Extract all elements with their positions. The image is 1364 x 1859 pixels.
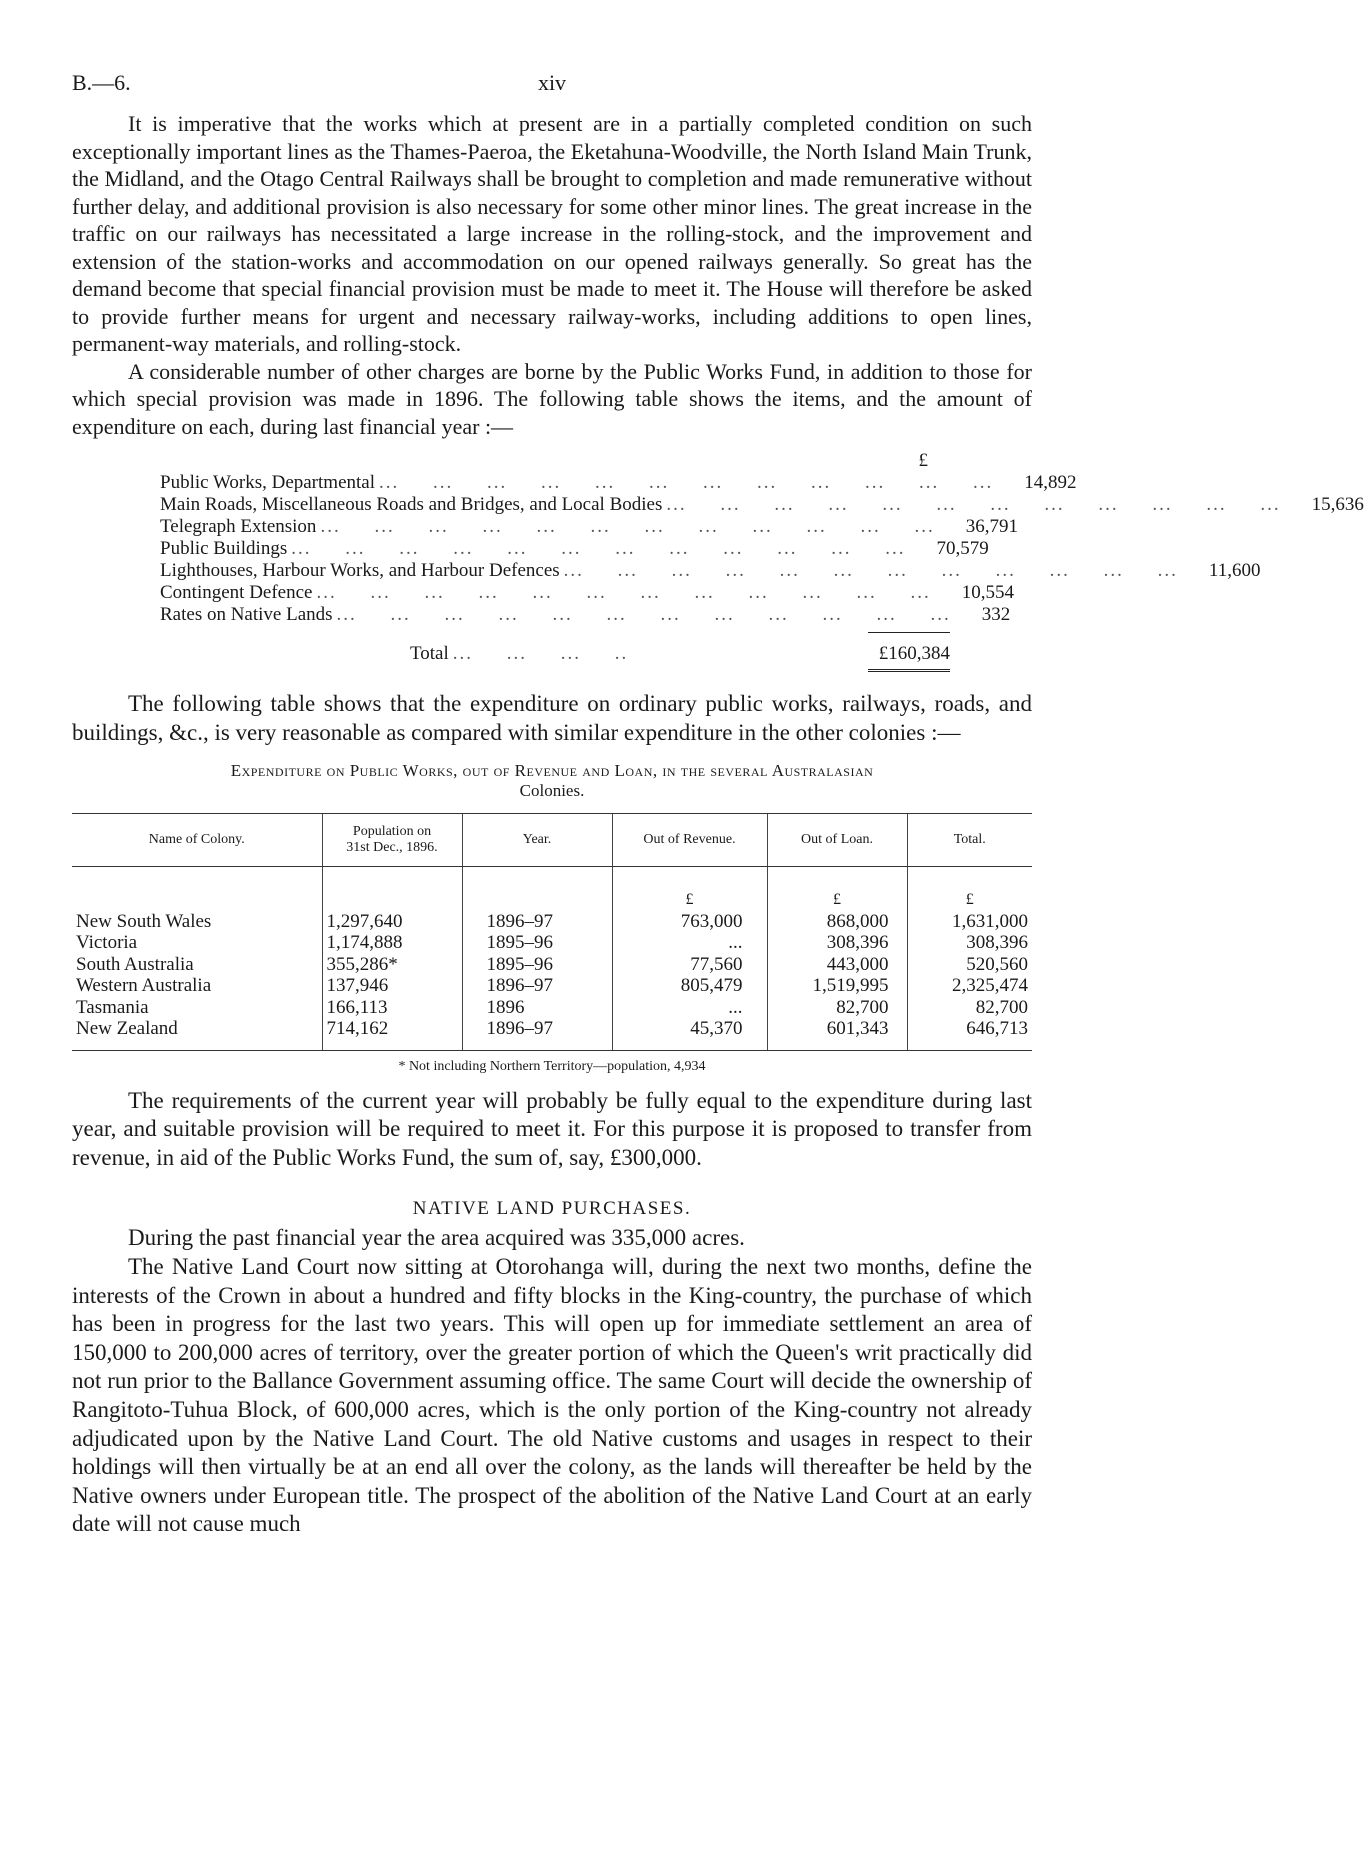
charge-label: Public Works, Departmental <box>160 472 375 493</box>
page-header <box>72 70 1032 110</box>
header-year: Year. <box>462 814 612 867</box>
charge-row <box>160 516 1018 538</box>
cell-total: 646,713 <box>907 1018 1032 1050</box>
table-row <box>72 975 1032 997</box>
cell-colony: Tasmania <box>76 996 149 1018</box>
charge-row <box>160 604 1011 626</box>
cell-population: 137,946 <box>322 975 462 997</box>
cell-total: 2,325,474 <box>907 975 1032 997</box>
paragraph-comparison: The following table shows that the expenditure on ordinary public works, railways, roads, and buildings, &c., is very reasonable as compared with similar expenditure in the other colonies :— <box>72 691 1032 745</box>
header-population-line2: 31st Dec., 1896. <box>346 840 438 856</box>
charge-amount: 10,554 <box>961 582 1014 603</box>
cell-colony: New Zealand <box>72 1018 322 1050</box>
header-colony: Name of Colony. <box>72 814 322 867</box>
charge-row <box>160 582 1014 604</box>
leader-dots: ... ... ... ... ... ... ... ... ... ... ... ... <box>316 582 958 603</box>
charge-amount: 332 <box>981 604 1011 625</box>
leader-dots: ... ... ... ... ... ... ... ... ... ... ... ... <box>320 516 962 537</box>
charge-label: Public Buildings <box>160 538 288 559</box>
table-footnote: * Not including Northern Territory—population, 4,934 <box>398 1058 706 1074</box>
charge-label: Contingent Defence <box>160 582 313 603</box>
cell-population: 166,113 <box>322 997 462 1019</box>
charge-label: Main Roads, Miscellaneous Roads and Bridges, and Local Bodies <box>160 494 663 515</box>
leader-dots: ... ... ... ... ... ... ... ... ... ... ... ... <box>379 472 1021 493</box>
cell-revenue: 45,370 <box>612 1018 767 1050</box>
cell-loan: 868,000 <box>767 911 907 933</box>
header-population-line1: Population on <box>352 824 432 840</box>
cell-population: 1,297,640 <box>322 911 462 933</box>
cell-total: 82,700 <box>907 997 1032 1019</box>
charge-label: Telegraph Extension <box>160 516 317 537</box>
leader-dots: ... ... ... ... ... ... ... ... ... ... ... ... <box>336 604 978 625</box>
expenditure-table-caption <box>72 761 1032 801</box>
table-row <box>72 954 1032 976</box>
cell-year: 1896 <box>462 997 612 1019</box>
cell-year: 1895–96 <box>462 954 612 976</box>
table-row <box>72 932 1032 954</box>
paragraph-other-charges: A considerable number of other charges are borne by the Public Works Fund, in addition to those for which special provision was made in 1896. The following table shows the items, and the amount of expenditure on each, during last financial year :— <box>72 358 1032 439</box>
cell-population: 714,162 <box>322 1018 462 1050</box>
table-row <box>72 997 1032 1019</box>
charge-amount: 70,579 <box>936 538 989 559</box>
cell-population: 355,286* <box>322 954 462 976</box>
unit-loan: £ <box>767 867 907 911</box>
cell-year: 1896–97 <box>462 1018 612 1050</box>
charges-rule <box>868 632 950 633</box>
charges-table <box>160 450 1364 674</box>
paragraph-current-year: The requirements of the current year will probably be fully equal to the expenditure during last year, and suitable provision will be required to meet it. For this purpose it is proposed to transfer from revenue, in aid of the Public Works Fund, the sum of, say, £300,000. <box>72 1087 1032 1170</box>
cell-colony: South Australia <box>76 953 194 975</box>
charge-row <box>160 538 989 560</box>
unit-total: £ <box>907 867 1032 911</box>
charge-amount: 36,791 <box>965 516 1018 537</box>
cell-loan: 82,700 <box>767 997 907 1019</box>
header-population <box>322 814 462 867</box>
unit-revenue: £ <box>612 867 767 911</box>
cell-population: 1,174,888 <box>322 932 462 954</box>
header-revenue: Out of Revenue. <box>612 814 767 867</box>
table-header-row <box>72 814 1032 867</box>
cell-colony: Victoria <box>76 932 138 954</box>
header-loan: Out of Loan. <box>767 814 907 867</box>
cell-total: 520,560 <box>907 954 1032 976</box>
cell-year: 1895–96 <box>462 932 612 954</box>
charge-row <box>160 560 1261 582</box>
charge-amount: 11,600 <box>1208 560 1261 581</box>
leader-dots: ... ... ... ... ... ... ... ... ... ... ... ... <box>291 538 933 559</box>
charges-total-label: Total <box>410 643 449 664</box>
charges-total-amount: £160,384 <box>878 643 950 664</box>
expenditure-table <box>72 813 1032 1051</box>
cell-loan: 443,000 <box>767 954 907 976</box>
document-page <box>72 70 1364 1539</box>
leader-dots: ... ... ... ... ... ... ... ... ... ... ... ... <box>563 560 1205 581</box>
table-row <box>72 911 1032 933</box>
cell-colony: New South Wales <box>76 910 212 932</box>
leader-dots: ... ... ... ... ... ... ... ... ... ... ... ... <box>666 494 1308 515</box>
paragraph-area-acquired: During the past financial year the area acquired was 335,000 acres. <box>128 1225 745 1251</box>
paragraph-native-land-court: The Native Land Court now sitting at Otorohanga will, during the next two months, define the interests of the Crown in about a hundred and fifty blocks in the King-country, the purchase of which has been in progress for the last two years. This will open up for immediate settlement an area of 150,000 to 200,000 acres of territory, over the greater portion of which the Queen's writ practically did not run prior to the Ballance Government assuming office. The same Court will decide the ownership of Rangitoto-Tuhua Block, of 600,000 acres, which is the only portion of the King-country not already adjudicated upon by the Native Land Court. The old Native customs and usages in respect to their holdings will then virtually be at an end all over the colony, as the lands will thereafter be held by the Native owners under European title. The prospect of the abolition of the Native Land Court at an early date will not cause much <box>72 1254 1032 1537</box>
header-total: Total. <box>907 814 1032 867</box>
charge-row <box>160 472 1077 494</box>
charge-label: Rates on Native Lands <box>160 604 333 625</box>
section-heading: NATIVE LAND PURCHASES. <box>412 1198 692 1220</box>
cell-year: 1896–97 <box>462 975 612 997</box>
paragraph-railway-works: It is imperative that the works which at present are in a partially completed condition on such exceptionally important lines as the Thames-Paeroa, the Eketahuna-Woodville, the North Island Main Trunk, the Midland, and the Otago Central Railways shall be brought to completion and made remunerative without further delay, and additional provision is also necessary for some other minor lines. The great increase in the traffic on our railways has necessitated a large increase in the rolling-stock, and the improvement and extension of the station-works and accommodation on our opened railways generally. So great has the demand become that special financial provision must be made to meet it. The House will therefore be asked to provide further means for urgent and necessary railway-works, including additions to open lines, permanent-way materials, and rolling-stock. <box>72 111 1032 356</box>
cell-revenue: ... <box>612 932 767 954</box>
cell-colony: Western Australia <box>76 975 212 997</box>
page-number: xiv <box>537 70 567 95</box>
cell-revenue: 77,560 <box>612 954 767 976</box>
caption-line-2: Colonies. <box>519 781 585 801</box>
unit-row <box>72 867 1032 911</box>
charge-amount: 15,636 <box>1311 494 1364 515</box>
cell-loan: 1,519,995 <box>767 975 907 997</box>
leader-dots: ... ... ... .. <box>452 643 629 664</box>
charge-amount: 14,892 <box>1024 472 1077 493</box>
caption-line-1: Expenditure on Public Works, out of Revenue and Loan, in the several Australasian <box>230 761 874 781</box>
cell-total: 1,631,000 <box>907 911 1032 933</box>
cell-total: 308,396 <box>907 932 1032 954</box>
charges-double-rule <box>868 669 950 674</box>
cell-loan: 601,343 <box>767 1018 907 1050</box>
cell-loan: 308,396 <box>767 932 907 954</box>
table-row <box>72 1018 1032 1050</box>
cell-revenue: ... <box>612 997 767 1019</box>
charge-label: Lighthouses, Harbour Works, and Harbour Defences <box>160 560 560 581</box>
charge-row <box>160 494 1364 516</box>
charges-unit: £ <box>918 450 928 471</box>
cell-year: 1896–97 <box>462 911 612 933</box>
cell-revenue: 805,479 <box>612 975 767 997</box>
page-reference: B.—6. <box>72 70 131 95</box>
charges-total-row <box>160 643 950 665</box>
cell-revenue: 763,000 <box>612 911 767 933</box>
